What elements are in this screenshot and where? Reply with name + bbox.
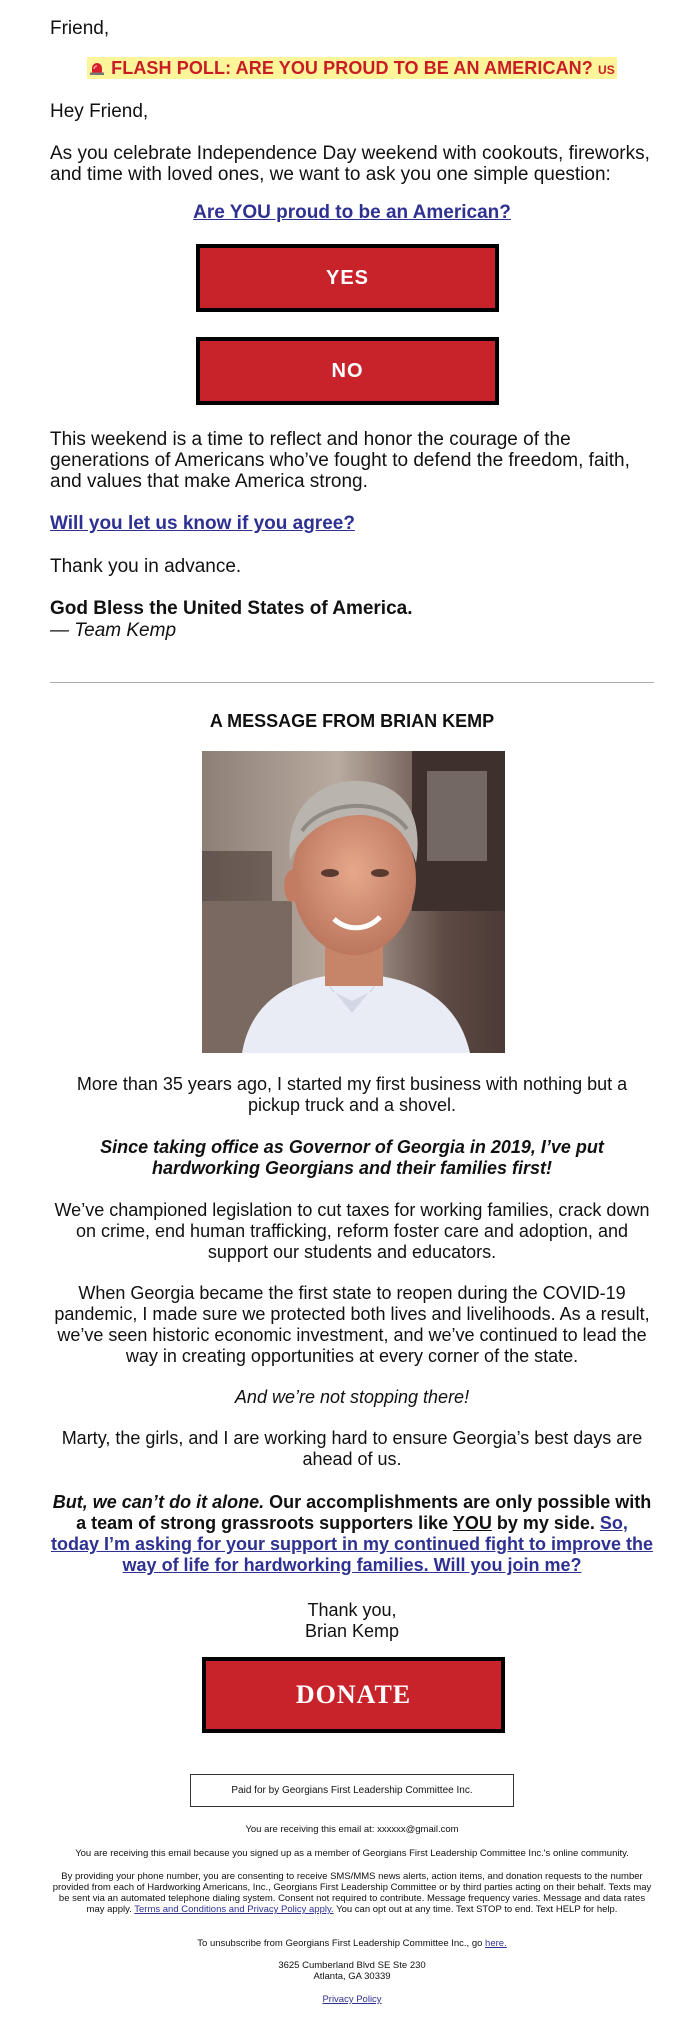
receiving-prefix: You are receiving this email at: (245, 1824, 378, 1835)
address-line-1: 3625 Cumberland Blvd SE Ste 230 (278, 1960, 426, 1971)
mailing-address (50, 1960, 654, 1982)
privacy-policy-link[interactable]: Privacy Policy (322, 1994, 382, 2005)
proud-question-link[interactable]: Are YOU proud to be an American? (193, 202, 511, 223)
you-emphasis: YOU (452, 1513, 492, 1533)
team-signature: — Team Kemp (50, 620, 177, 641)
message-paragraph-7 (50, 1492, 654, 1576)
by-my-side-text: by my side. (491, 1513, 600, 1533)
recipient-email: xxxxxx@gmail.com (377, 1824, 459, 1835)
flash-poll-suffix: US (597, 63, 615, 77)
message-paragraph-4: When Georgia became the first state to reopen during the COVID-19 pandemic, I made sure we protected both lives and livelihoods. As a result, we’ve seen historic economic investment, and we’ve continued to lead the way in creating opportunities at every corner of the state. (54, 1283, 650, 1366)
sms-end-text: You can opt out at any time. Text STOP to end. Text HELP for help. (333, 1904, 618, 1915)
paid-for-box: Paid for by Georgians First Leadership Committee Inc. (190, 1774, 514, 1807)
message-paragraph-2: Since taking office as Governor of Georgia in 2019, I’ve put hardworking Georgians and their families first! (100, 1137, 604, 1178)
yes-button[interactable]: YES (196, 244, 499, 312)
reflect-paragraph: This weekend is a time to reflect and honor the courage of the generations of Americans who’ve fought to defend the freedom, faith, and values that make America strong. (50, 429, 630, 492)
no-button[interactable]: NO (196, 337, 499, 405)
receiving-email-line (50, 1824, 654, 1835)
message-paragraph-6: Marty, the girls, and I are working hard to ensure Georgia’s best days are ahead of us. (61, 1428, 643, 1469)
address-line-2: Atlanta, GA 30339 (313, 1971, 391, 1982)
signoff-block (50, 1600, 654, 1642)
siren-icon (89, 61, 105, 75)
thanks-text: Thank you in advance. (50, 556, 242, 577)
greeting: Friend, (50, 18, 110, 39)
cant-do-alone-text: But, we can’t do it alone. (52, 1492, 265, 1512)
salutation: Hey Friend, (50, 101, 149, 122)
accomplishments-text: Our accomplishments are only possible with a team of strong grassroots supporters like (76, 1492, 652, 1533)
join-me-link[interactable]: So, today I’m asking for your support in my continued fight to improve the way of life for hardworking families. Will you join me? (50, 1513, 654, 1575)
message-paragraph-5: And we’re not stopping there! (234, 1387, 470, 1407)
terms-link[interactable]: Terms and Conditions and Privacy Policy apply. (134, 1904, 334, 1915)
brian-kemp-photo (202, 751, 505, 1053)
signup-reason: You are receiving this email because you signed up as a member of Georgians First Leadership Committee Inc.'s online community. (75, 1848, 629, 1859)
unsubscribe-prefix: To unsubscribe from Georgians First Leadership Committee Inc., go (197, 1938, 486, 1949)
unsubscribe-line (50, 1938, 654, 1949)
sms-text: By providing your phone number, you are consenting to receive SMS/MMS news alerts, action items, and donation requests to the number provided from each of Hardworking Americans, Inc., Georgians First Leadership Committee or by third parties acting on their behalf. Texts may be sent via an automated telephone dialing system. Consent not required to contribute. Message frequency varies. Message and data rates may apply. (52, 1871, 652, 1915)
sms-disclaimer (50, 1871, 654, 1915)
message-paragraph-1: More than 35 years ago, I started my first business with nothing but a pickup truck and a shovel. (76, 1074, 628, 1115)
message-paragraph-3: We’ve championed legislation to cut taxes for working families, crack down on crime, end human trafficking, reform foster care and adoption, and support our students and educators. (54, 1200, 650, 1262)
privacy-line (50, 1994, 654, 2005)
blessing-text: God Bless the United States of America. (50, 598, 413, 619)
flash-poll-title: FLASH POLL: ARE YOU PROUD TO BE AN AMERICAN? (111, 58, 593, 78)
intro-paragraph: As you celebrate Independence Day weekend with cookouts, fireworks, and time with loved ones, we want to ask you one simple question: (50, 143, 650, 185)
message-heading: A MESSAGE FROM BRIAN KEMP (209, 711, 495, 731)
donate-button[interactable]: DONATE (202, 1657, 505, 1733)
signature: Brian Kemp (304, 1621, 400, 1641)
agree-link[interactable]: Will you let us know if you agree? (50, 513, 355, 534)
flash-poll-banner (50, 58, 654, 79)
signoff: Thank you, (307, 1600, 397, 1620)
section-divider (50, 682, 654, 683)
unsubscribe-link[interactable]: here. (485, 1938, 507, 1949)
